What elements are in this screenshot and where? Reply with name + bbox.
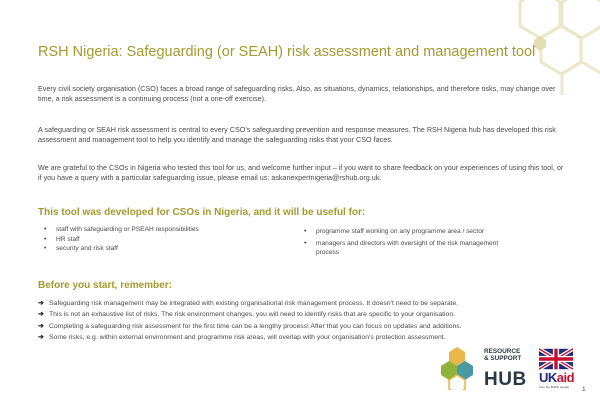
audience-heading: This tool was developed for CSOs in Nigeria, and it will be useful for: bbox=[38, 207, 366, 218]
intro-paragraph-3: We are grateful to the CSOs in Nigeria who tested this tool for us, and welcome further input – if you want to share feedback on your experiences of using this tool, or if you have a query with a particular safeguarding issue, please email us: askanexpertnigeria@rshub.org.uk. bbox=[38, 163, 564, 183]
arrow-right-icon: ➔ bbox=[38, 322, 44, 330]
arrow-right-icon: ➔ bbox=[38, 333, 44, 341]
list-item: ➔ Completing a safeguarding risk assessment for the first time can be a lengthy process! After that you can focus on updates and additions. bbox=[38, 321, 563, 332]
audience-list-left bbox=[44, 225, 279, 254]
hub-logo-text: RESOURCE & SUPPORT bbox=[484, 348, 522, 362]
ukaid-tagline: from the British people bbox=[539, 385, 570, 389]
list-item: • managers and directors with oversight of the risk management process bbox=[304, 239, 519, 258]
list-item: ➔ Safeguarding risk management may be integrated with existing organisational risk management process. It doesn’t need to be separate. bbox=[38, 298, 563, 309]
list-item: ➔ This is not an exhaustive list of risks. The risk environment changes, you will need to identify risks that are specific to your organisation. bbox=[38, 309, 563, 320]
union-flag-icon bbox=[539, 348, 573, 370]
page-number: 1 bbox=[582, 386, 586, 393]
list-item: • HR staff bbox=[44, 235, 279, 245]
list-item: • security and risk staff bbox=[44, 244, 279, 254]
list-item: ➔ Some risks, e.g. within external environment and programme risk areas, will overlap with your organisation’s protection assessment. bbox=[38, 332, 563, 343]
list-item: • programme staff working on any programme area / sector bbox=[304, 227, 519, 237]
arrow-right-icon: ➔ bbox=[38, 311, 44, 319]
arrow-right-icon: ➔ bbox=[38, 300, 44, 307]
intro-paragraph-2: A safeguarding or SEAH risk assessment is central to every CSO’s safeguarding prevention and response measures. The RSH Nigeria hub has developed this risk assessment and management tool to help you identify and manage the safeguarding risks that your CSO faces. bbox=[38, 125, 556, 145]
intro-paragraph-1: Every civil society organisation (CSO) faces a broad range of safeguarding risks. Also, as situations, dynamics, relationships, and therefore risks, may change over time, a risk assessment is a continuing process (not a one-off exercise). bbox=[38, 84, 556, 104]
remember-heading: Before you start, remember: bbox=[38, 280, 172, 291]
list-item: • staff with safeguarding or PSEAH responsibilities bbox=[44, 225, 279, 235]
hub-logo-wordmark: HUB bbox=[484, 369, 527, 390]
audience-list-right bbox=[304, 227, 519, 258]
ukaid-logo: UKaid bbox=[539, 370, 575, 385]
page-title: RSH Nigeria: Safeguarding (or SEAH) risk assessment and management tool bbox=[38, 44, 536, 60]
remember-list bbox=[38, 298, 563, 343]
